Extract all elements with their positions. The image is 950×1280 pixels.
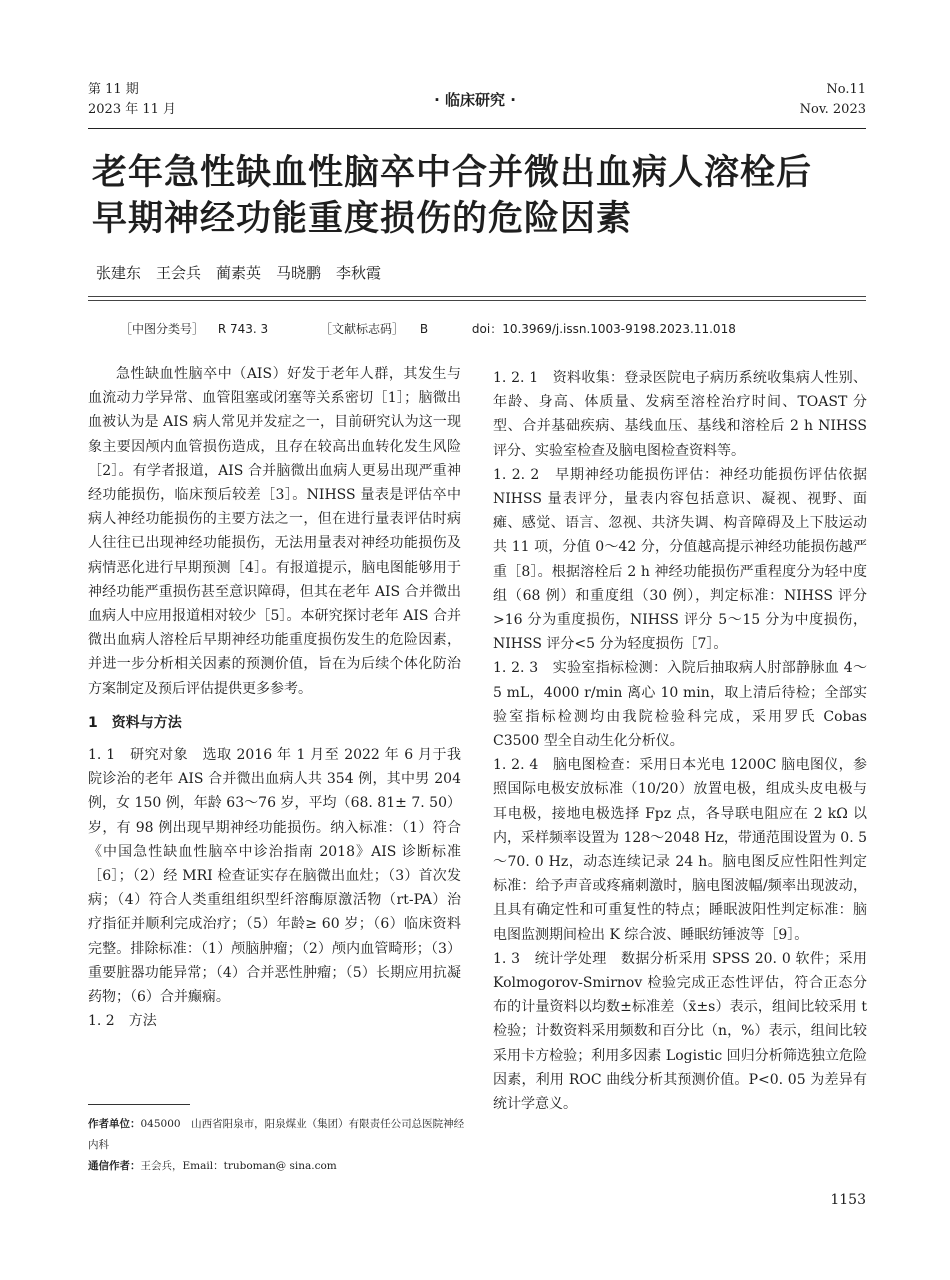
subsection-1-2-2: 1. 2. 2 早期神经功能损伤评估：神经功能损伤评估依据 NIHSS 量表评分，量表内容包括意识、凝视、视野、面瘫、感觉、语言、忽视、共济失调、构音障碍及上下肢运动共 11 项，分值 0～42 分，分值越高提示神经功能损伤越严重［8］。根据溶栓后 2 h 神经功能损伤严重程度分为轻中度组（68 例）和重度组（30 例），判定标准：NIHSS 评分>16 分为重度损伤，NIHSS 评分 5～15 分为中度损伤，NIHSS 评分<5 分为轻度损伤［7］。 (493, 466, 867, 653)
corresponding-author-text: 王会兵，Email：truboman@ sina.com (140, 1160, 337, 1172)
article-title (92, 150, 882, 242)
section-label: · 临床研究 · (434, 91, 516, 109)
author-unit (88, 1114, 468, 1156)
section-heading-1: 1 资料与方法 (88, 714, 182, 731)
doi: doi：10.3969/j.issn.1003-9198.2023.11.018 (471, 322, 736, 336)
corresponding-author-label: 通信作者： (88, 1160, 141, 1172)
clc-label: ［中图分类号］ (120, 322, 205, 336)
intro-paragraph: 急性缺血性脑卒中（AIS）好发于老年人群，其发生与血流动力学异常、血管阻塞或闭塞等关系密切［1］；脑微出血被认为是 AIS 病人常见并发症之一，目前研究认为这一现象主要因颅内血管损伤造成，且存在较高出血转化发生风险［2］。有学者报道，AIS 合并脑微出血病人更易出现严重神经功能损伤，临床预后较差［3］。NIHSS 量表是评估卒中病人神经功能损伤的主要方法之一，但在进行量表评估时病人往往已出现神经功能损伤，无法用量表对神经功能损伤及病情恶化进行早期预测［4］。有报道提示，脑电图能够用于神经功能严重损伤甚至意识障碍，但其在老年 AIS 合并微出血病人中应用报道相对较少［5］。本研究探讨老年 AIS 合并微出血病人溶栓后早期神经功能重度损伤发生的危险因素，并进一步分析相关因素的预测价值，旨在为后续个体化防治方案制定及预后评估提供更多参考。 (88, 366, 461, 697)
header-right (800, 80, 866, 120)
author-unit-label: 作者单位： (88, 1118, 141, 1130)
left-column (88, 362, 461, 1033)
page-number: 1153 (830, 1192, 866, 1208)
article-meta (120, 320, 736, 337)
title-line-1: 老年急性缺血性脑卒中合并微出血病人溶栓后 (92, 153, 813, 193)
subsection-1-2-3: 1. 2. 3 实验室指标检测：入院后抽取病人肘部静脉血 4～5 mL，4000 r/min 离心 10 min，取上清后待检；全部实验室指标检测均由我院检验科完成，采用罗氏 Cobas C3500 型全自动生化分析仪。 (493, 660, 867, 750)
issue-en: No.11 (826, 82, 866, 97)
title-line-2: 早期神经功能重度损伤的危险因素 (92, 199, 633, 239)
double-rule-bottom (88, 300, 866, 301)
subsection-1-2-4: 1. 2. 4 脑电图检查：采用日本光电 1200C 脑电图仪，参照国际电极安放标准（10/20）放置电极，组成头皮电极与耳电极，接地电极选择 Fpz 点，各导联电阻应在 2 kΩ 以内，采样频率设置为 128～2048 Hz，带通范围设置为 0. 5～70. 0 Hz，动态连续记录 24 h。脑电图反应性阳性判定标准：给予声音或疼痛刺激时，脑电图波幅/频率出现波动，且具有确定性和可重复性的特点；睡眠波阳性判定标准：脑电图监测期间检出 K 综合波、睡眠纺锤波等［9］。 (493, 757, 867, 943)
date-en: Nov. 2023 (799, 102, 866, 117)
footnote-divider (88, 1104, 190, 1105)
author-list: 张建东 王会兵 蔺素英 马晓鹏 李秋霞 (96, 264, 382, 282)
subsection-1-2-heading: 1. 2 方法 (88, 1013, 157, 1030)
right-column (493, 366, 867, 1116)
double-rule-top (88, 296, 866, 297)
corresponding-author (88, 1156, 468, 1177)
date-cn: 2023 年 11 月 (88, 102, 177, 117)
issue-cn: 第 11 期 (88, 82, 139, 97)
footnote (88, 1114, 468, 1177)
subsection-1-2-1: 1. 2. 1 资料收集：登录医院电子病历系统收集病人性别、年龄、身高、体质量、发病至溶栓治疗时间、TOAST 分型、合并基础疾病、基线血压、基线和溶栓后 2 h NIHSS 评分、实验室检查及脑电图检查资料等。 (493, 370, 867, 459)
subsection-1-3: 1. 3 统计学处理 数据分析采用 SPSS 20. 0 软件；采用 Kolmogorov-Smirnov 检验完成正态性评估，符合正态分布的计量资料以均数±标准差（x̄±s）表示，组间比较采用 t 检验；计数资料采用频数和百分比（n，%）表示，组间比较采用卡方检验；利用多因素 Logistic 回归分析筛选独立危险因素，利用 ROC 曲线分析其预测价值。P<0. 05 为差异有统计学意义。 (493, 950, 867, 1113)
subsection-1-1: 1. 1 研究对象 选取 2016 年 1 月至 2022 年 6 月于我院诊治的老年 AIS 合并微出血病人共 354 例，其中男 204 例，女 150 例，年龄 63～76 岁，平均（68. 81± 7. 50）岁，有 98 例出现早期神经功能损伤。纳入标准：（1）符合《中国急性缺血性脑卒中诊治指南 2018》AIS 诊断标准［6］；（2）经 MRI 检查证实存在脑微出血灶；（3）首次发病；（4）符合人类重组组织型纤溶酶原激活物（rt-PA）治疗指征并顺利完成治疗；（5）年龄≥ 60 岁；（6）临床资料完整。排除标准：（1）颅脑肿瘤；（2）颅内血管畸形；（3）重要脏器功能异常；（4）合并恶性肿瘤；（5）长期应用抗凝药物；（6）合并癫痫。 (88, 747, 461, 1006)
header-divider (88, 128, 866, 129)
clc-value: R 743. 3 (217, 322, 269, 336)
doc-code-label: ［文献标志码］ (320, 322, 405, 336)
author-unit-text: 045000 山西省阳泉市，阳泉煤业（集团）有限责任公司总医院神经内科 (88, 1118, 465, 1151)
doc-code-value: B (419, 322, 429, 336)
